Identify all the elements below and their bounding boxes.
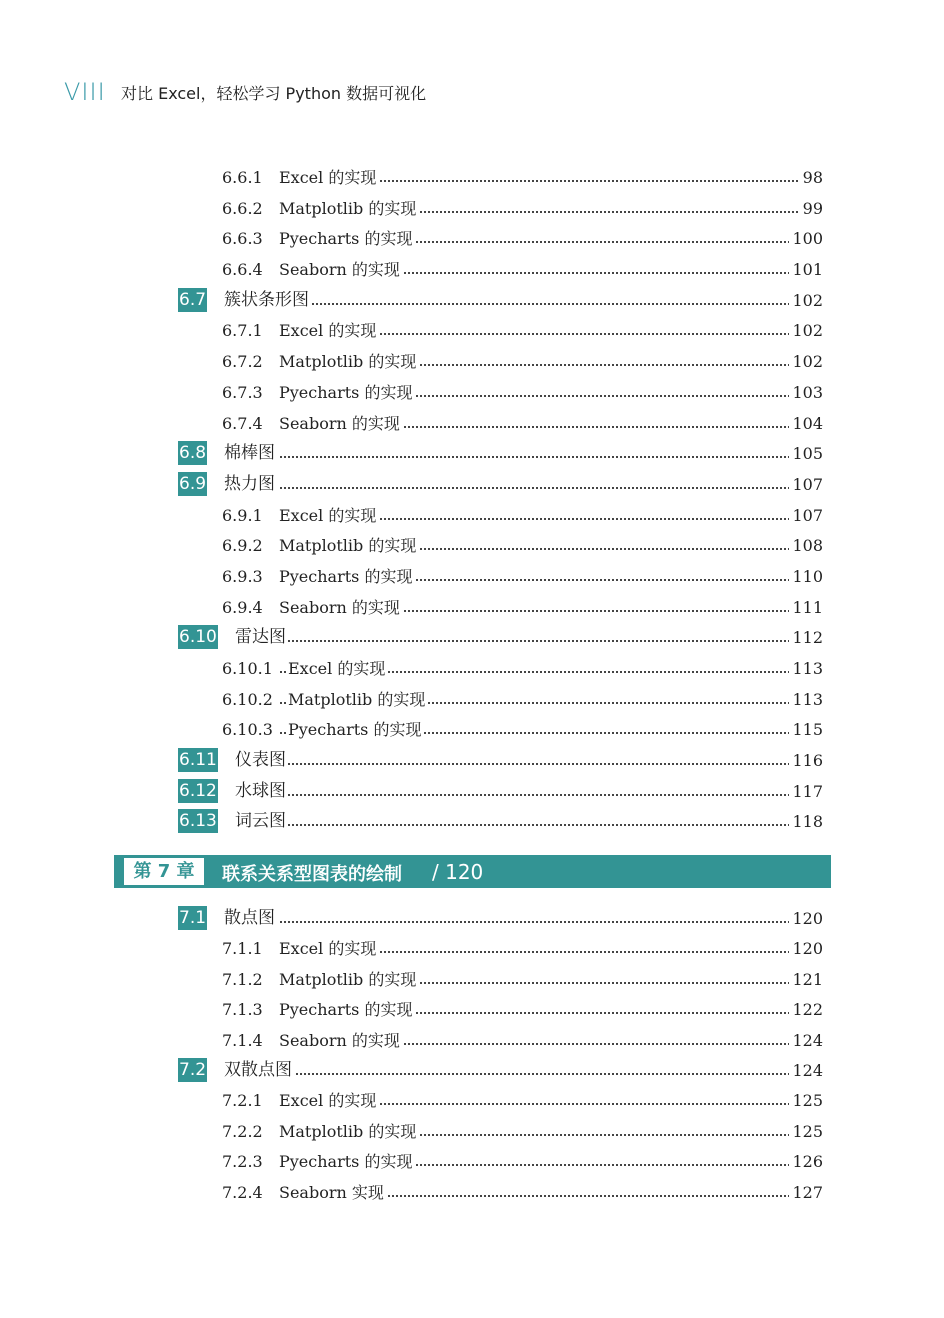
dot-leader: [280, 303, 822, 305]
entry-title: Matplotlib 的实现: [279, 969, 417, 989]
toc-section-entry[interactable]: [0, 627, 944, 658]
subsection-number: 6.10.2: [222, 689, 273, 709]
subsection-number: 6.6.3: [222, 229, 263, 249]
subsection-number: 7.1.2: [222, 969, 263, 989]
entry-title: Matplotlib 的实现: [279, 1121, 417, 1141]
subsection-number: 6.9.1: [222, 505, 263, 525]
toc-subsection-entry[interactable]: [0, 1182, 944, 1212]
entry-page-number: 113: [789, 658, 823, 680]
entry-page-number: 124: [789, 1030, 823, 1052]
section-number-badge: 7.2: [179, 1059, 207, 1080]
entry-page-number: 103: [789, 382, 823, 404]
section-number-badge: 6.7: [179, 289, 207, 310]
toc-section-entry[interactable]: [0, 750, 944, 781]
chapter-label: 第 7 章: [124, 858, 204, 885]
entry-title: Excel 的实现: [288, 659, 386, 678]
subsection-number: 7.2.1: [222, 1091, 263, 1111]
entry-title: 雷达图: [235, 627, 286, 648]
entry-page-number: 120: [789, 938, 823, 960]
running-header-title: 对比 Excel，轻松学习 Python 数据可视化: [121, 84, 427, 103]
entry-page-number: 127: [789, 1182, 823, 1204]
toc-section-entry[interactable]: [0, 781, 944, 812]
toc-subsection-entry[interactable]: [0, 938, 944, 968]
subsection-number: 6.6.1: [222, 168, 263, 187]
entry-title: Matplotlib 的实现: [288, 689, 426, 709]
toc-subsection-entry[interactable]: [0, 198, 944, 229]
entry-title: Excel 的实现: [279, 1091, 377, 1111]
entry-title: Seaborn 的实现: [279, 260, 400, 280]
entry-title: 棉棒图: [224, 443, 275, 464]
entry-title: Matplotlib 的实现: [279, 198, 417, 218]
toc-subsection-entry[interactable]: [0, 167, 944, 198]
section-number-badge: 6.12: [179, 780, 217, 801]
section-number-badge: 6.9: [179, 473, 207, 494]
entry-page-number: 115: [789, 719, 823, 741]
toc-subsection-entry[interactable]: [0, 719, 944, 750]
entry-page-number: 110: [789, 566, 823, 588]
entry-page-number: 102: [789, 290, 823, 312]
section-number-badge: 6.8: [179, 443, 207, 464]
subsection-number: 6.6.2: [222, 198, 263, 218]
entry-page-number: 120: [789, 908, 823, 930]
subsection-number: 6.7.2: [222, 352, 263, 372]
entry-page-number: 98: [800, 167, 823, 189]
toc-subsection-entry[interactable]: [0, 228, 944, 259]
toc-subsection-entry[interactable]: [0, 320, 944, 351]
entry-title: Pyecharts 的实现: [279, 382, 413, 402]
entry-title: Excel 的实现: [279, 505, 377, 525]
entry-title: Pyecharts 的实现: [279, 229, 413, 249]
entry-title: Pyecharts 的实现: [288, 720, 422, 740]
subsection-number: 7.2.3: [222, 1152, 263, 1172]
subsection-number: 6.9.2: [222, 536, 263, 556]
page-number: VIII: [64, 78, 106, 106]
toc-subsection-entry[interactable]: [0, 1151, 944, 1181]
dot-leader: [280, 921, 822, 923]
subsection-number: 7.1.4: [222, 1030, 263, 1050]
subsection-number: 6.6.4: [222, 260, 263, 280]
toc-subsection-entry[interactable]: [0, 566, 944, 597]
section-number-badge: 7.1: [179, 908, 207, 928]
subsection-number: 6.10.3: [222, 720, 273, 740]
entry-title: Pyecharts 的实现: [279, 1000, 413, 1020]
entry-page-number: 102: [789, 320, 823, 342]
toc-subsection-entry[interactable]: [0, 413, 944, 444]
entry-page-number: 107: [789, 505, 823, 527]
dot-leader: [280, 1073, 822, 1075]
toc-section-entry[interactable]: [0, 908, 944, 938]
entry-title: 双散点图: [224, 1059, 292, 1080]
entry-title: Excel 的实现: [279, 939, 377, 959]
entry-title: Excel 的实现: [279, 168, 377, 187]
toc-subsection-entry[interactable]: [0, 689, 944, 720]
entry-title: 词云图: [235, 811, 286, 832]
entry-page-number: 126: [789, 1151, 823, 1173]
toc-subsection-entry[interactable]: [0, 505, 944, 536]
subsection-number: 6.10.1: [222, 659, 273, 678]
entry-page-number: 104: [789, 413, 823, 435]
entry-page-number: 105: [789, 443, 823, 465]
chapter-page: / 120: [432, 860, 484, 884]
entry-title: 水球图: [235, 780, 286, 801]
entry-title: 簇状条形图: [224, 289, 309, 310]
entry-page-number: 102: [789, 351, 823, 373]
toc-subsection-entry[interactable]: [0, 969, 944, 999]
subsection-number: 6.9.4: [222, 597, 263, 617]
entry-page-number: 116: [789, 750, 823, 772]
subsection-number: 7.2.4: [222, 1182, 263, 1202]
entry-title: Matplotlib 的实现: [279, 352, 417, 372]
toc-section-entry[interactable]: [0, 811, 944, 842]
entry-title: Seaborn 的实现: [279, 413, 400, 433]
entry-page-number: 113: [789, 689, 823, 711]
entry-page-number: 108: [789, 535, 823, 557]
toc-subsection-entry[interactable]: [0, 1030, 944, 1060]
entry-title: Seaborn 实现: [279, 1182, 384, 1202]
dot-leader: [280, 456, 822, 458]
toc-subsection-entry[interactable]: [0, 351, 944, 382]
subsection-number: 6.7.4: [222, 413, 263, 433]
entry-title: 仪表图: [235, 750, 286, 771]
entry-title: 散点图: [224, 908, 275, 928]
entry-title: Pyecharts 的实现: [279, 1152, 413, 1172]
dot-leader: [280, 640, 822, 642]
toc-section-entry[interactable]: [0, 290, 944, 321]
entry-page-number: 117: [789, 781, 823, 803]
entry-page-number: 125: [789, 1090, 823, 1112]
entry-page-number: 99: [800, 198, 823, 220]
entry-page-number: 125: [789, 1121, 823, 1143]
dot-leader: [280, 824, 822, 826]
subsection-number: 7.2.2: [222, 1121, 263, 1141]
entry-title: Seaborn 的实现: [279, 597, 400, 617]
entry-page-number: 121: [789, 969, 823, 991]
section-number-badge: 6.13: [179, 811, 217, 832]
subsection-number: 6.7.1: [222, 321, 263, 341]
toc-section-entry[interactable]: [0, 443, 944, 474]
chapter-title: 联系关系型图表的绘制: [222, 864, 402, 885]
entry-page-number: 111: [789, 597, 823, 619]
entry-page-number: 122: [789, 999, 823, 1021]
entry-title: Seaborn 的实现: [279, 1030, 400, 1050]
toc-subsection-entry[interactable]: [0, 597, 944, 628]
subsection-number: 6.9.3: [222, 566, 263, 586]
subsection-number: 7.1.3: [222, 1000, 263, 1020]
entry-page-number: 100: [789, 228, 823, 250]
entry-page-number: 124: [789, 1060, 823, 1082]
toc-list-chapter-7: [0, 908, 944, 1212]
toc-section-entry[interactable]: [0, 1060, 944, 1090]
toc-subsection-entry[interactable]: [0, 999, 944, 1029]
toc-subsection-entry[interactable]: [0, 259, 944, 290]
entry-title: Pyecharts 的实现: [279, 566, 413, 586]
entry-title: Matplotlib 的实现: [279, 536, 417, 556]
entry-page-number: 107: [789, 474, 823, 496]
section-number-badge: 6.11: [179, 750, 217, 771]
toc-subsection-entry[interactable]: [0, 382, 944, 413]
toc-subsection-entry[interactable]: [0, 535, 944, 566]
section-number-badge: 6.10: [179, 627, 217, 648]
entry-page-number: 118: [789, 811, 823, 833]
toc-section-entry[interactable]: [0, 474, 944, 505]
entry-title: Excel 的实现: [279, 321, 377, 341]
toc-list-chapter-6: [0, 167, 944, 842]
dot-leader: [280, 487, 822, 489]
subsection-number: 7.1.1: [222, 939, 263, 959]
toc-subsection-entry[interactable]: [0, 658, 944, 689]
dot-leader: [280, 763, 822, 765]
entry-title: 热力图: [224, 473, 275, 494]
toc-subsection-entry[interactable]: [0, 1090, 944, 1120]
entry-page-number: 101: [789, 259, 823, 281]
entry-page-number: 112: [789, 627, 823, 649]
chapter-7-banner[interactable]: [114, 855, 831, 888]
toc-subsection-entry[interactable]: [0, 1121, 944, 1151]
subsection-number: 6.7.3: [222, 382, 263, 402]
dot-leader: [280, 794, 822, 796]
